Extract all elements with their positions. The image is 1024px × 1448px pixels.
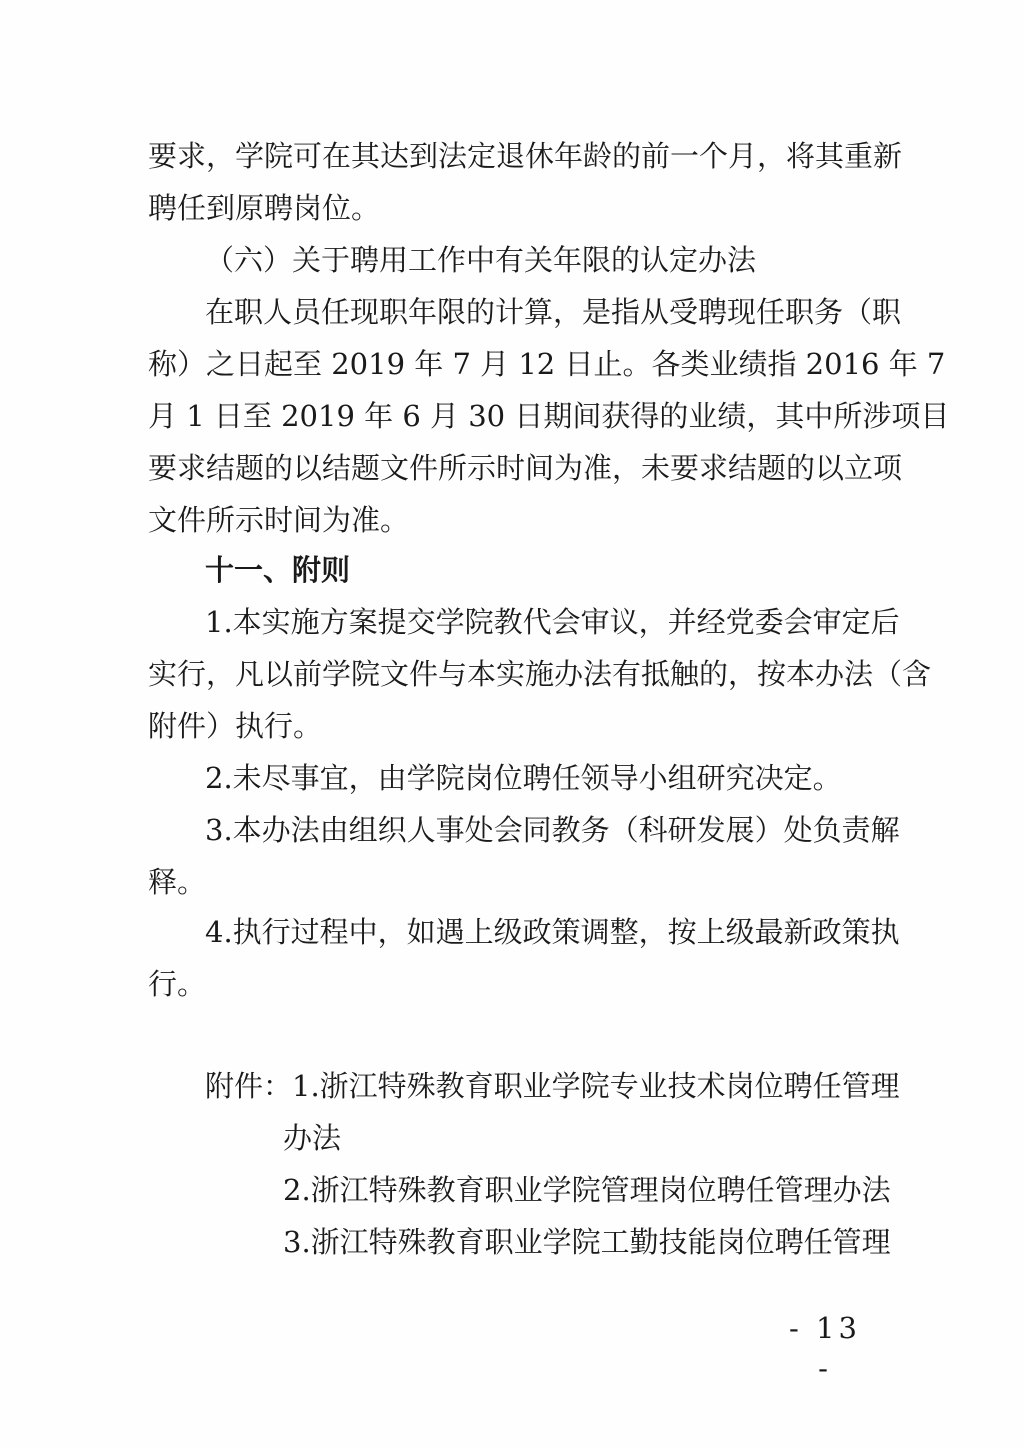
- body-line: 在职人员任现职年限的计算，是指从受聘现任职务（职: [205, 295, 902, 329]
- body-line: 4.执行过程中，如遇上级政策调整，按上级最新政策执: [205, 915, 900, 949]
- body-line: 附件）执行。: [148, 709, 323, 743]
- body-line: 聘任到原聘岗位。: [148, 191, 381, 225]
- body-line: 实行，凡以前学院文件与本实施办法有抵触的，按本办法（含: [148, 657, 932, 691]
- attachment-line: 办法: [283, 1121, 342, 1155]
- page-number: - 13 -: [789, 1311, 861, 1385]
- body-line: 行。: [148, 967, 207, 1001]
- body-line: 要求，学院可在其达到法定退休年龄的前一个月，将其重新: [148, 139, 903, 173]
- body-line: 3.本办法由组织人事处会同教务（科研发展）处负责解: [205, 813, 900, 847]
- body-line: 释。: [148, 865, 207, 899]
- attachment-line: 2.浙江特殊教育职业学院管理岗位聘任管理办法: [283, 1173, 891, 1207]
- section-heading: 十一、附则: [205, 553, 351, 587]
- body-line: 2.未尽事宜，由学院岗位聘任领导小组研究决定。: [205, 761, 842, 795]
- subsection-heading: （六）关于聘用工作中有关年限的认定办法: [205, 243, 757, 277]
- attachment-line: 3.浙江特殊教育职业学院工勤技能岗位聘任管理: [283, 1225, 891, 1259]
- attachment-line: 附件：1.浙江特殊教育职业学院专业技术岗位聘任管理: [205, 1069, 900, 1103]
- body-line: 文件所示时间为准。: [148, 503, 410, 537]
- body-line: 月 1 日至 2019 年 6 月 30 日期间获得的业绩，其中所涉项目: [148, 399, 950, 433]
- body-line: 称）之日起至 2019 年 7 月 12 日止。各类业绩指 2016 年 7: [148, 347, 946, 381]
- body-line: 1.本实施方案提交学院教代会审议，并经党委会审定后: [205, 605, 900, 639]
- body-line: 要求结题的以结题文件所示时间为准，未要求结题的以立项: [148, 451, 903, 485]
